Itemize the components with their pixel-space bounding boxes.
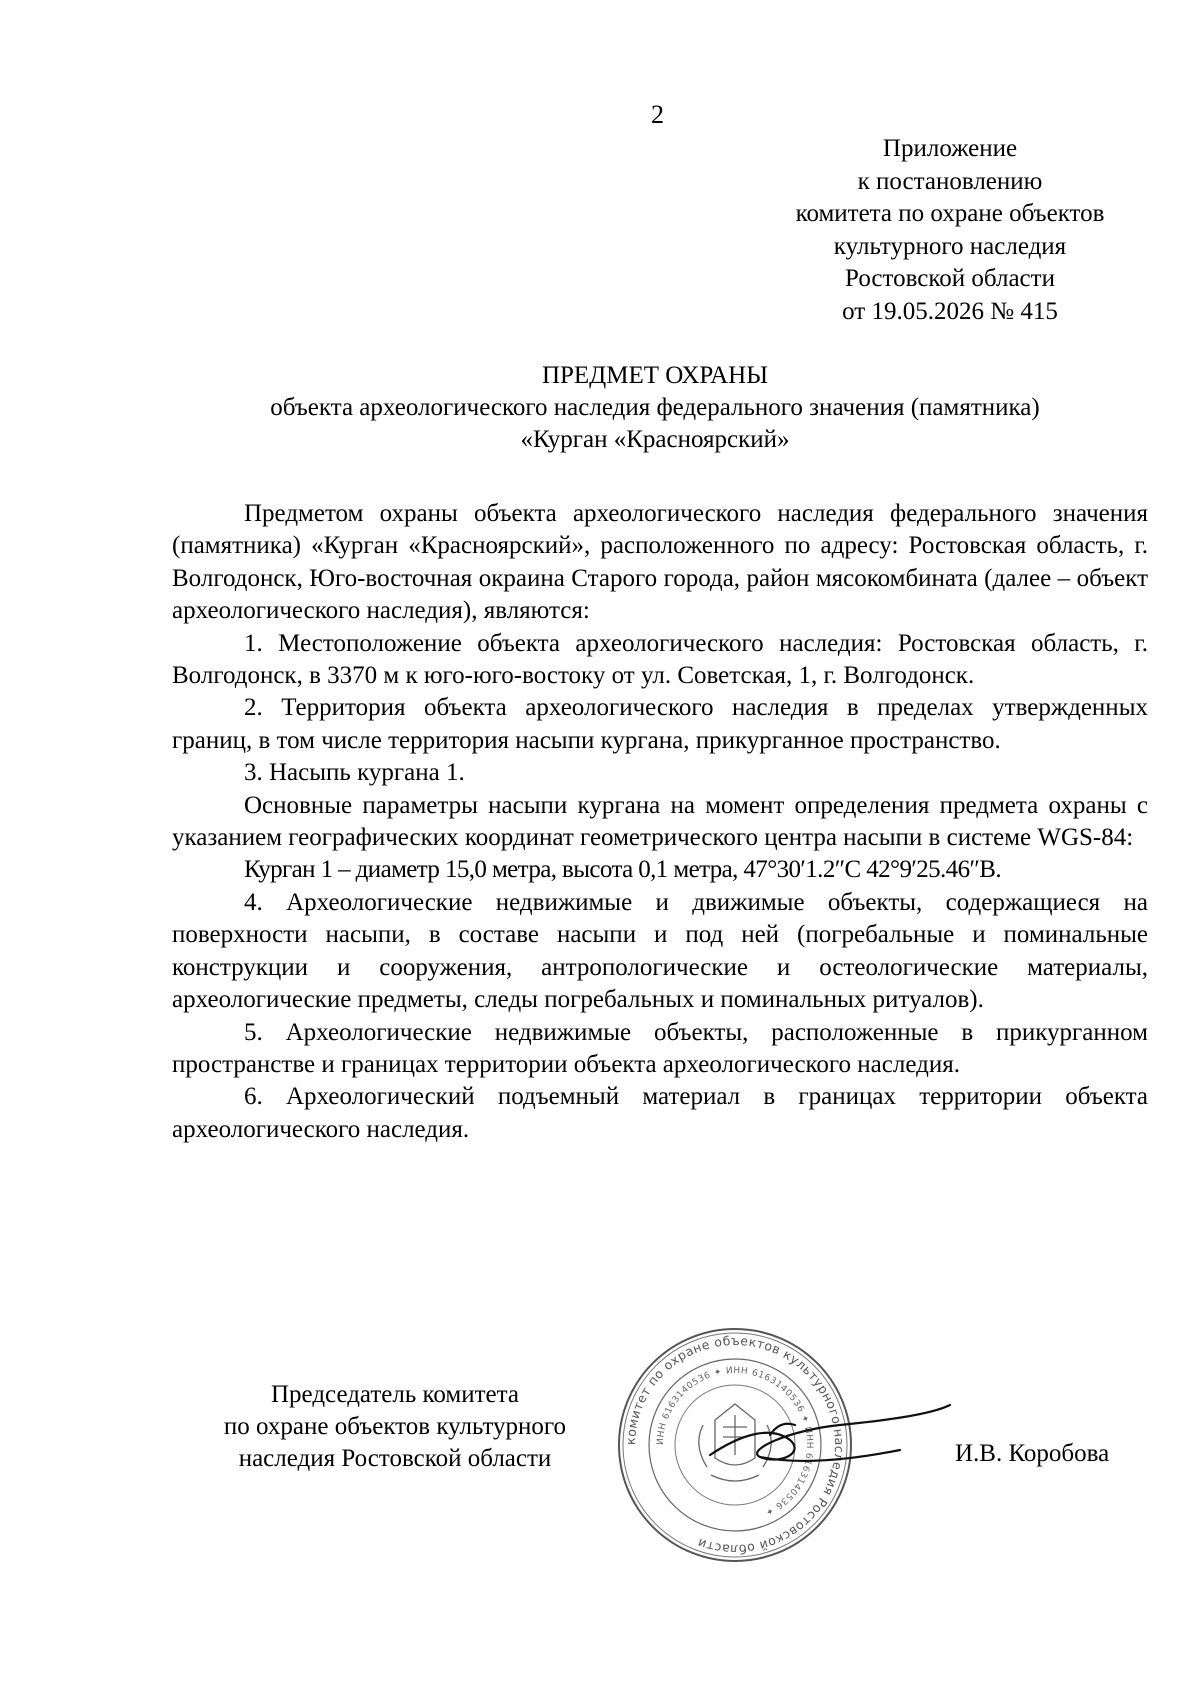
svg-text:комитет по охране объектов кул: комитет по охране объектов культурного наследия Ростовской области: [622, 1332, 848, 1558]
appendix-line: к постановлению: [857, 167, 1043, 195]
svg-text:ИНН 6163140536 ✦ ИНН 616314053: ИНН 6163140536 ✦ ИНН 6163140536 ✦ ИНН 6163140536 ✦: [655, 1365, 815, 1517]
appendix-header: [740, 133, 1160, 329]
page-number: 2: [651, 100, 664, 129]
document-body: [172, 498, 1148, 1146]
mound-coordinates: Курган 1 – диаметр 15,0 метра, высота 0,1 метра, 47°30′1.2″С 42°9′25.46″В.: [244, 856, 1002, 884]
intro-paragraph: Предметом охраны объекта археологического наследия федерального значения (памятника) «Курган «Красноярский», расположенного по адресу: Ростовская область, г. Волгодонск, Юго-восточная окраина Старого города, район мясокомбината (далее – объект археологического наследия), являются:: [172, 500, 1148, 625]
document-title: [160, 360, 1150, 456]
signatory-name: И.В. Коробова: [955, 1440, 1110, 1467]
item-4-objects: 4. Археологические недвижимые и движимые объекты, содержащиеся на поверхности насыпи, в составе насыпи и под ней (погребальные и поминальные конструкции и сооружения, антропологические и остеологические материалы, археологические предметы, следы погребальных и поминальных ритуалов).: [172, 888, 1148, 1014]
signatory-title-line: наследия Ростовской области: [238, 1445, 552, 1472]
item-3-mound: 3. Насыпь кургана 1.: [244, 759, 465, 787]
title-subtitle-line1: объекта археологического наследия федерального значения (памятника): [270, 394, 1040, 421]
item-1-location: 1. Местоположение объекта археологического наследия: Ростовская область, г. Волгодонск, в 3370 м к юго-юго-востоку от ул. Советская, 1, г. Волгодонск.: [172, 629, 1148, 690]
appendix-line: культурного наследия: [833, 232, 1067, 260]
signatory-title: [190, 1379, 600, 1475]
appendix-date-line: от 19.05.2026 № 415: [842, 297, 1058, 325]
item-6-material: 6. Археологический подъемный материал в границах территории объекта археологического наследия.: [172, 1083, 1148, 1143]
appendix-line: комитета по охране объектов: [795, 200, 1105, 228]
signatory-title-line: Председатель комитета: [271, 1381, 519, 1408]
signatory-title-line: по охране объектов культурного: [223, 1413, 567, 1440]
appendix-line: Приложение: [882, 135, 1018, 162]
appendix-line: Ростовской области: [845, 265, 1055, 293]
mound-parameters-paragraph: Основные параметры насыпи кургана на момент определения предмета охраны с указанием географических координат геометрического центра насыпи в системе WGS-84:: [172, 791, 1148, 852]
title-subtitle-line2: «Курган «Красноярский»: [520, 426, 790, 453]
title-heading: ПРЕДМЕТ ОХРАНЫ: [541, 362, 769, 389]
handwritten-signature: [700, 1395, 960, 1485]
item-2-territory: 2. Территория объекта археологического наследия в пределах утвержденных границ, в том числе территория насыпи кургана, прикурганное пространство.: [172, 694, 1148, 754]
item-5-objects: 5. Археологические недвижимые объекты, расположенные в прикурганном пространстве и границах территории объекта археологического наследия.: [172, 1018, 1148, 1078]
